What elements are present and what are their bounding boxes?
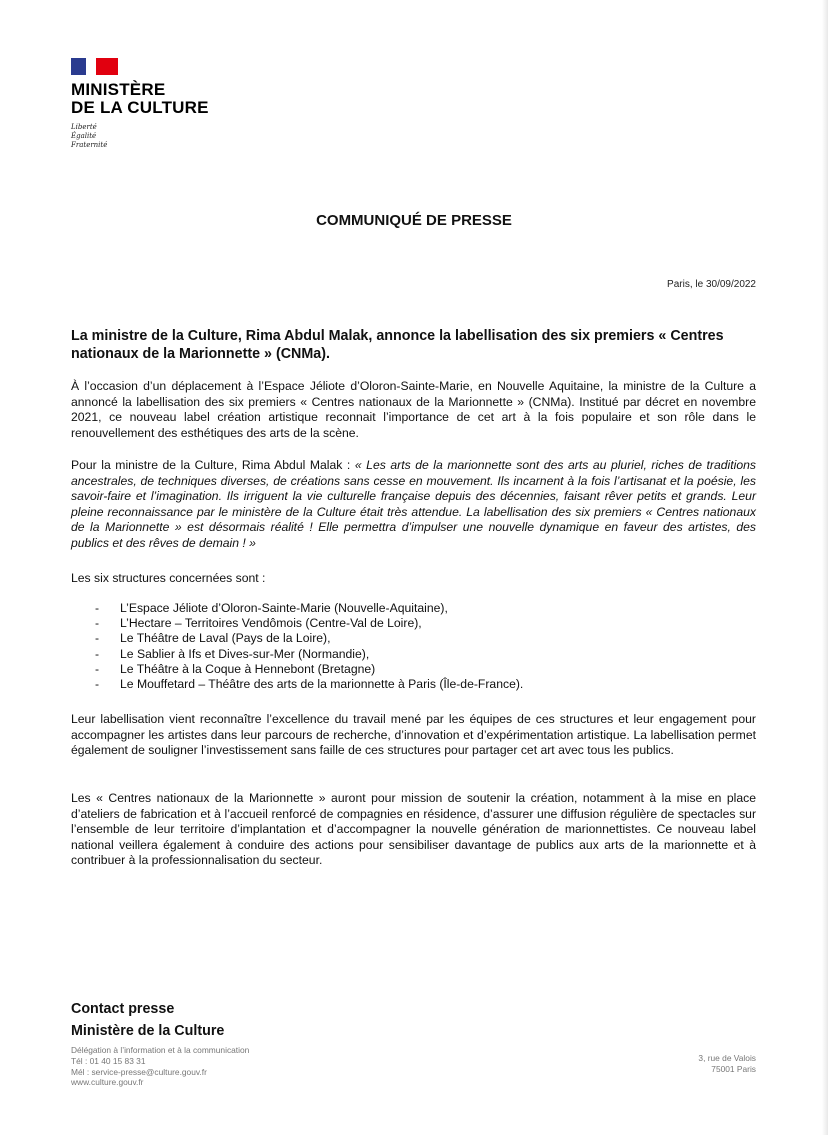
- address-line1: 3, rue de Valois: [698, 1053, 756, 1063]
- paragraph-mission: Les « Centres nationaux de la Marionnette » auront pour mission de soutenir la création, notamment à la mise en place d’ateliers de fabrication et à l’accueil renforcé de compagnies en résidence, d’assurer une diffusion régulière de spectacles sur l’ensemble de leur territoire d’implantation et d’accompagner la nouvelle génération de marionnettistes. Ce nouveau label national veillera également à conduire des actions pour sensibiliser davantage de publics aux arts de la marionnette et à contribuer à la professionnalisation du secteur.: [71, 791, 756, 868]
- paragraph-quote: [71, 458, 756, 552]
- motto-liberte: Liberté: [71, 123, 97, 131]
- list-item: [95, 616, 523, 631]
- list-item: [95, 677, 523, 692]
- contact-website[interactable]: www.culture.gouv.fr: [71, 1077, 144, 1088]
- paragraph-intro: À l’occasion d’un déplacement à l’Espace Jéliote d’Oloron-Sainte-Marie, en Nouvelle Aquitaine, la ministre de la Culture a annoncé la labellisation des six premiers « Centres nationaux de la Marionnette » (CNMa). Institué par décret en novembre 2021, ce nouveau label création artistique reconnait l’importance de cet art à la fois populaire et son rôle dans le renouvellement des esthétiques des arts de la scène.: [71, 379, 756, 440]
- release-date: Paris, le 30/09/2022: [667, 279, 756, 290]
- marianne-flag-icon: [71, 58, 118, 75]
- list-dash: -: [95, 601, 100, 615]
- list-dash: -: [95, 677, 100, 692]
- list-dash: -: [95, 631, 100, 646]
- list-item-text: Le Sablier à Ifs et Dives-sur-Mer (Normandie),: [120, 646, 370, 661]
- flag-blue-band: [71, 58, 86, 75]
- ministry-name-line2: DE LA CULTURE: [71, 98, 209, 117]
- motto-egalite: Égalité: [71, 132, 97, 140]
- list-item-text: L’Hectare – Territoires Vendômois (Centre-Val de Loire),: [120, 616, 422, 631]
- contact-delegation: Délégation à l’information et à la communication: [71, 1045, 250, 1055]
- postal-address: [698, 1053, 756, 1075]
- republic-motto: [71, 123, 209, 150]
- press-contact: [71, 998, 249, 1088]
- list-item: [95, 647, 523, 662]
- contact-details: [71, 1045, 249, 1088]
- structures-list: [95, 601, 523, 692]
- list-item-text: Le Mouffetard – Théâtre des arts de la marionnette à Paris (Île-de-France).: [120, 677, 524, 692]
- list-item: [95, 631, 523, 646]
- minister-quote: « Les arts de la marionnette sont des arts au pluriel, riches de traditions ancestrales, de techniques diverses, de créations sans cesse en mouvement. Ils incarnent à la fois l’artisanat et la poésie, les savoir-faire et l’imagination. Ils irriguent la vie culturelle française depuis des décennies, faisant rêver petits et grands. Leur pleine reconnaissance par le ministère de la Culture était très attendue. La labellisation des six premiers « Centres nationaux de la Marionnette » est désormais réalité ! Elle permettra d’impulser une nouvelle dynamique en faveur des artistes, des publics et des rêves de demain ! »: [71, 458, 756, 550]
- contact-title: Contact presse: [71, 1001, 175, 1017]
- list-item-text: Le Théâtre de Laval (Pays de la Loire),: [120, 631, 331, 646]
- list-item: [95, 662, 523, 677]
- list-item: [95, 601, 523, 616]
- paragraph-recognition: Leur labellisation vient reconnaître l’excellence du travail mené par les équipes de ces structures et leur engagement pour accompagner les artistes dans leur parcours de recherche, d’innovation et d’expérimentation artistique. La labellisation permet également de souligner l’investissement sans faille de ces structures pour partager cet art avec tous les publics.: [71, 712, 756, 758]
- list-item-text: Le Théâtre à la Coque à Hennebont (Bretagne): [120, 661, 376, 676]
- list-item-text: L’Espace Jéliote d’Oloron-Sainte-Marie (Nouvelle-Aquitaine),: [120, 601, 448, 615]
- motto-fraternite: Fraternité: [71, 141, 108, 149]
- list-dash: -: [95, 646, 100, 661]
- flag-red-band: [96, 58, 118, 75]
- quote-attribution: Pour la ministre de la Culture, Rima Abdul Malak :: [71, 458, 355, 472]
- contact-email[interactable]: Mél : service-presse@culture.gouv.fr: [71, 1066, 207, 1077]
- contact-org: Ministère de la Culture: [71, 1023, 225, 1039]
- document-type-title: COMMUNIQUÉ DE PRESSE: [316, 212, 512, 229]
- address-line2: 75001 Paris: [711, 1063, 756, 1074]
- list-dash: -: [95, 661, 100, 676]
- ministry-logo: [71, 58, 209, 150]
- flag-white-band: [86, 58, 96, 75]
- ministry-name: [71, 81, 209, 117]
- structures-intro: Les six structures concernées sont :: [71, 571, 266, 585]
- contact-phone: Tél : 01 40 15 83 31: [71, 1055, 146, 1066]
- page-edge-shadow: [822, 0, 828, 1135]
- headline: La ministre de la Culture, Rima Abdul Malak, annonce la labellisation des six premiers « Centres nationaux de la Marionnette » (CNMa).: [71, 328, 724, 362]
- ministry-name-line1: MINISTÈRE: [71, 80, 166, 99]
- list-dash: -: [95, 616, 100, 631]
